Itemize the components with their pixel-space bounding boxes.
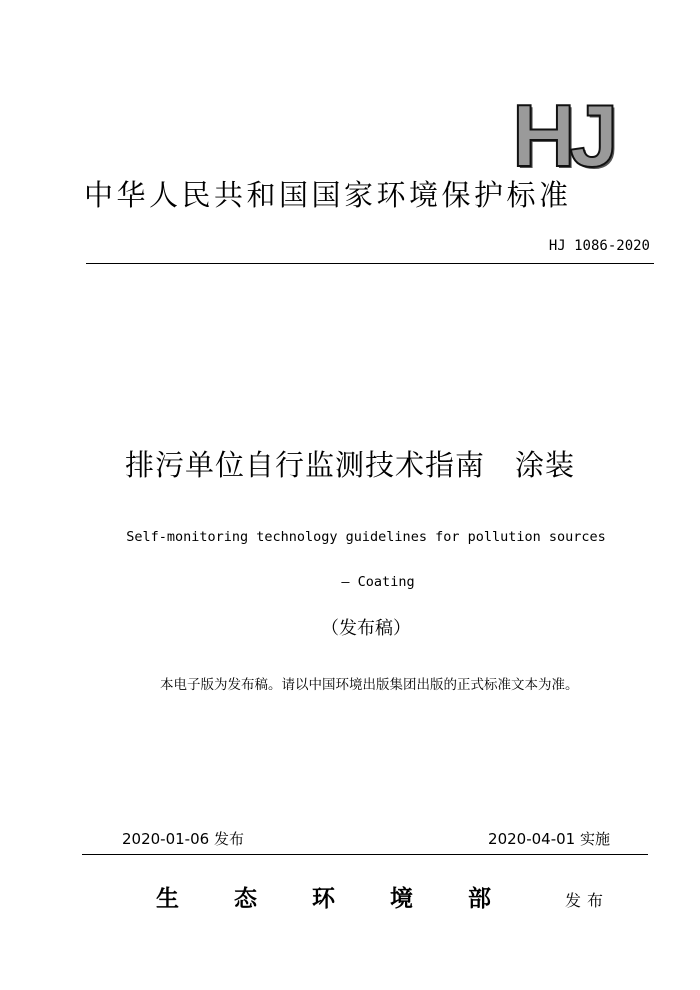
hj-logo: HJ [512,86,613,185]
publish-date: 2020-01-06 发布 [122,830,244,848]
agency-title: 中华人民共和国国家环境保护标准 [84,178,572,212]
draft-status: （发布稿） [321,618,411,639]
standard-number: HJ 1086-2020 [548,238,650,254]
effective-date: 2020-04-01 实施 [488,830,610,848]
footer-divider [82,854,648,855]
issuing-authority: 生态环境部 [156,885,546,912]
standard-title-english: Self-monitoring technology guidelines for pollution sources [126,529,606,545]
standard-subtitle-english: — Coating [341,574,415,590]
issuing-authority-suffix: 发布 [565,891,610,910]
standard-title-chinese: 排污单位自行监测技术指南 涂装 [124,448,575,482]
electronic-version-notice: 本电子版为发布稿。请以中国环境出版集团出版的正式标准文本为准。 [160,677,579,693]
header-divider [86,263,654,264]
